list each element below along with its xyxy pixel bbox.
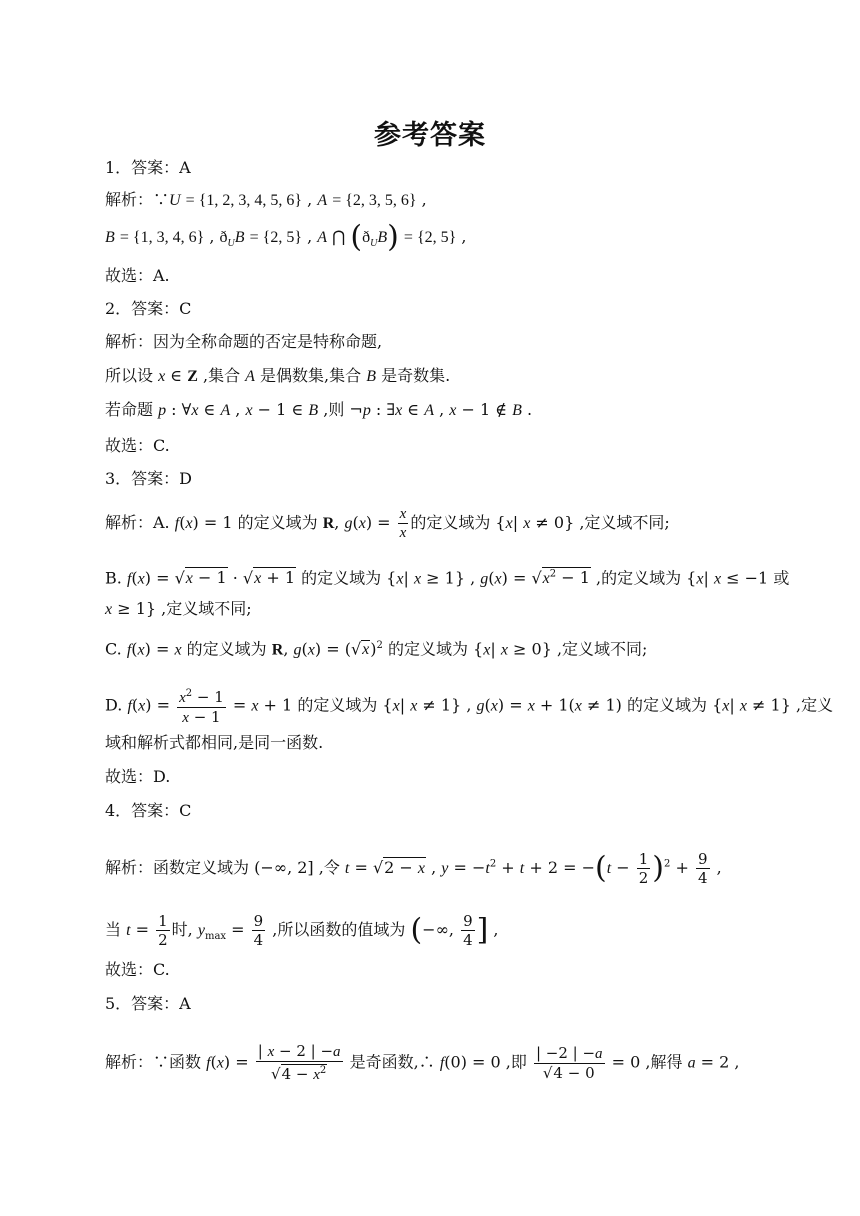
q2-analysis-line-2: 所以设 x ∈ Z ,集合 A 是偶数集,集合 B 是奇数集. [105,366,451,385]
q2-answer: 2．答案：C [105,299,192,318]
q3-conclusion: 故选：D. [105,767,171,786]
q4-analysis-line-2: 当 t = $\frac{1}{2}$ 时, $y_{max}$ = $\frac{9}{4}$ ,所以函数的值域为 (−∞, $\frac{9}{4}$ ] , [105,912,499,949]
q3-option-a: 解析：A. f(x) = 1 的定义域为 R, g(x) = $\frac{x}{x}$ 的定义域为 {x| x ≠ 0} ,定义域不同; [105,506,670,541]
q1-analysis-line-1: 解析：∵U = {1, 2, 3, 4, 5, 6} , A = {2, 3, 5, 6} , [105,190,427,209]
q2-analysis-line-3: 若命题 p : ∀x ∈ A , x − 1 ∈ B ,则 ¬p : ∃x ∈ A , x − 1 ∉ B . [105,400,533,419]
q2-conclusion: 故选：C. [105,436,170,455]
q1-conclusion: 故选：A. [105,266,170,285]
q4-analysis-line-1: 解析：函数定义域为 (−∞, 2] ,令 t = √2 − x , $y = -t^2 + t + 2 = -(t$ − $\frac{1}{2}$ )$^2$ + $\frac{9}{4}$ , [105,850,722,887]
q2-analysis-line-1: 解析：因为全称命题的否定是特称命题, [105,332,383,351]
q5-answer: 5．答案：A [105,994,191,1013]
q3-option-b-line-1: B. f(x) = √x − 1 · √x + 1 的定义域为 {x| x ≥ 1} , $g(x) = √x^2 - 1$ ,的定义域为 {x| x ≤ −1 或 [105,568,790,588]
q1-answer: 1．答案：A [105,158,191,177]
q3-option-c: C. f(x) = x 的定义域为 R, $g(x) = (√x)^2$ 的定义域为 {x| x ≥ 0} ,定义域不同; [105,639,648,659]
q3-answer: 3．答案：D [105,469,193,488]
page-title: 参考答案 [374,120,486,151]
q5-analysis-line-1: 解析：∵函数 f(x) = $\frac{| x - 2 | -a}{√4 - x^2}$ 是奇函数,∴ f(0) = 0 ,即 $\frac{| -2 | -a}{√4 - 0}$ = 0 ,解得 a = 2 , [105,1042,740,1083]
q3-option-d-line-1: D. f(x) = $\frac{x^2 - 1}{x - 1}$ = x + 1 的定义域为 {x| x ≠ 1} , g(x) = x + 1(x ≠ 1) 的定义域为 {x| x ≠ 1} ,定义 [105,685,833,727]
q3-option-b-line-2: x ≥ 1} ,定义域不同; [105,599,252,618]
q3-option-d-line-2: 域和解析式都相同,是同一函数. [105,733,324,752]
q1-analysis-line-2: B = {1, 3, 4, 6} , $ð_UB = \{2$, 5} , A ⋂ $(ð_UB) = \{2$, 5} , [105,219,467,255]
q4-conclusion: 故选：C. [105,960,170,979]
q4-answer: 4．答案：C [105,801,192,820]
